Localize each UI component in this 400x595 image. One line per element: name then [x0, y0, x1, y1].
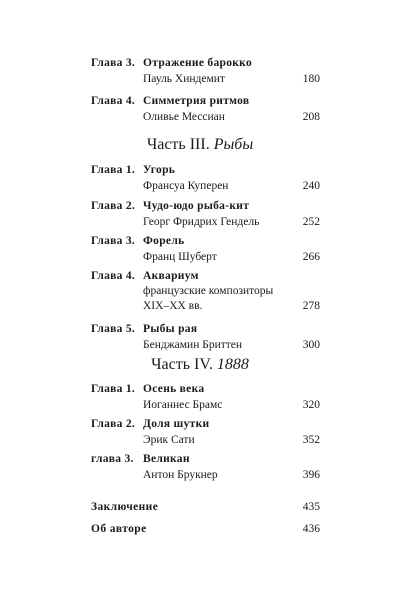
chapter-page: 320	[302, 399, 320, 411]
part-heading	[0, 135, 400, 155]
part-title: Рыбы	[213, 136, 254, 153]
toc-entry	[91, 382, 320, 414]
chapter-label: Глава 1.	[91, 164, 136, 176]
chapter-title: Доля шутки	[143, 418, 210, 430]
chapter-label: глава 3.	[91, 453, 134, 465]
chapter-label: Глава 4.	[91, 270, 136, 282]
chapter-label: Глава 1.	[91, 383, 136, 395]
chapter-page: 300	[302, 339, 320, 351]
chapter-page: 352	[302, 434, 320, 446]
chapter-page: 208	[302, 111, 320, 123]
chapter-title: Великан	[143, 453, 190, 465]
chapter-page: 396	[302, 469, 320, 481]
chapter-title: Отражение барокко	[143, 57, 252, 69]
chapter-title: Чудо-юдо рыба-кит	[143, 200, 250, 212]
chapter-composer: Георг Фридрих Гендель	[143, 216, 260, 228]
part-title: 1888	[216, 356, 249, 373]
chapter-page: 266	[302, 251, 320, 263]
chapter-composer: Оливье Мессиан	[143, 111, 225, 123]
part-label: Часть III.	[146, 136, 210, 153]
chapter-page: 240	[302, 180, 320, 192]
chapter-composer: Франсуа Куперен	[143, 180, 229, 192]
endmatter-label: Заключение	[91, 501, 159, 513]
chapter-composer: Иоганнес Брамс	[143, 399, 223, 411]
chapter-label: Глава 2.	[91, 200, 136, 212]
toc-entry	[91, 452, 320, 484]
toc-entry	[91, 94, 320, 126]
chapter-label: Глава 4.	[91, 95, 136, 107]
chapter-composer-line2: XIX–XX вв.	[143, 300, 203, 312]
chapter-label: Глава 2.	[91, 418, 136, 430]
chapter-composer: Пауль Хиндемит	[143, 73, 225, 85]
chapter-composer: Бенджамин Бриттен	[143, 339, 243, 351]
chapter-title: Аквариум	[143, 270, 199, 282]
chapter-composer: Антон Брукнер	[143, 469, 218, 481]
chapter-page: 278	[302, 300, 320, 312]
chapter-title: Симметрия ритмов	[143, 95, 250, 107]
toc-entry-endmatter	[91, 522, 320, 536]
toc-entry	[91, 417, 320, 449]
chapter-composer: французские композиторы	[143, 285, 274, 297]
chapter-page: 180	[302, 73, 320, 85]
toc-entry-endmatter	[91, 500, 320, 514]
part-label: Часть IV.	[151, 356, 213, 373]
part-heading	[0, 355, 400, 375]
toc-entry	[91, 199, 320, 231]
chapter-title: Форель	[143, 235, 185, 247]
toc-entry	[91, 269, 320, 317]
chapter-composer: Эрик Сати	[143, 434, 195, 446]
toc-entry	[91, 56, 320, 88]
endmatter-page: 436	[302, 523, 320, 535]
toc-entry	[91, 234, 320, 266]
toc-entry	[91, 322, 320, 354]
chapter-label: Глава 5.	[91, 323, 136, 335]
endmatter-page: 435	[302, 501, 320, 513]
chapter-label: Глава 3.	[91, 57, 136, 69]
chapter-page: 252	[302, 216, 320, 228]
chapter-title: Угорь	[143, 164, 176, 176]
chapter-label: Глава 3.	[91, 235, 136, 247]
endmatter-label: Об авторе	[91, 523, 147, 535]
chapter-composer: Франц Шуберт	[143, 251, 217, 263]
chapter-title: Рыбы рая	[143, 323, 198, 335]
toc-entry	[91, 163, 320, 195]
chapter-title: Осень века	[143, 383, 205, 395]
